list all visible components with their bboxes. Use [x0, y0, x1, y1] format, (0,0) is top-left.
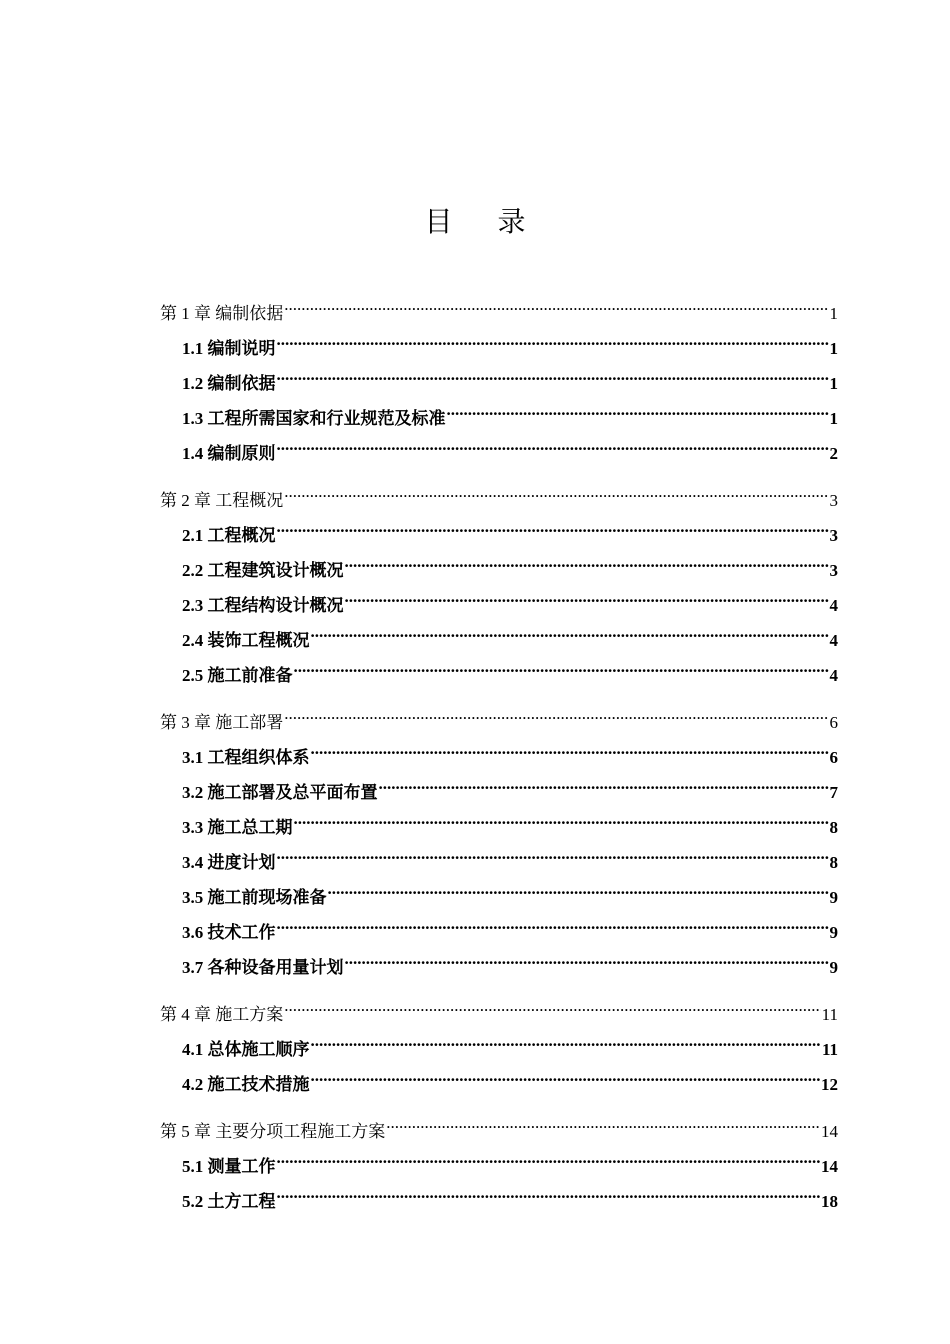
- toc-section-entry[interactable]: [160, 366, 838, 401]
- toc-section-entry[interactable]: [160, 845, 838, 880]
- dot-leader: [311, 1073, 821, 1090]
- dot-leader: [328, 886, 829, 903]
- dot-leader: [277, 442, 829, 459]
- toc-entry-label: 第 5 章 主要分项工程施工方案: [160, 1122, 386, 1141]
- toc-page-number: 9: [829, 888, 838, 907]
- toc-entry-label: 第 3 章 施工部署: [160, 713, 284, 732]
- toc-page-number: 7: [829, 783, 838, 802]
- toc-page-number: 11: [821, 1040, 838, 1059]
- dot-leader: [311, 746, 829, 763]
- toc-page-number: 4: [829, 631, 838, 650]
- dot-leader: [284, 302, 828, 319]
- toc-section-entry[interactable]: [160, 331, 838, 366]
- dot-leader: [386, 1120, 820, 1137]
- toc-page-number: 14: [821, 1122, 838, 1141]
- dot-leader: [284, 489, 828, 506]
- toc-section-entry[interactable]: [160, 401, 838, 436]
- toc-chapter-entry[interactable]: [160, 483, 838, 518]
- toc-entry-label: 第 2 章 工程概况: [160, 491, 284, 510]
- toc-section-entry[interactable]: [160, 588, 838, 623]
- toc-entry-label: 1.4 编制原则: [182, 444, 276, 463]
- dot-leader: [277, 851, 829, 868]
- toc-chapter-entry[interactable]: [160, 705, 838, 740]
- dot-leader: [311, 1038, 821, 1055]
- toc-chapter-entry[interactable]: [160, 997, 838, 1032]
- toc-page-number: 11: [821, 1005, 838, 1024]
- toc-entry-label: 第 4 章 施工方案: [160, 1005, 284, 1024]
- dot-leader: [277, 921, 829, 938]
- toc-entry-label: 3.5 施工前现场准备: [182, 888, 327, 907]
- dot-leader: [447, 407, 829, 424]
- dot-leader: [345, 559, 829, 576]
- toc-page-number: 1: [829, 304, 838, 323]
- toc-entry-label: 2.4 装饰工程概况: [182, 631, 310, 650]
- toc-page-number: 1: [829, 339, 838, 358]
- toc-section-entry[interactable]: [160, 915, 838, 950]
- toc-section-entry[interactable]: [160, 518, 838, 553]
- toc-page-number: 8: [829, 853, 838, 872]
- dot-leader: [294, 816, 829, 833]
- toc-page-number: 3: [829, 526, 838, 545]
- toc-entry-label: 第 1 章 编制依据: [160, 304, 284, 323]
- toc-page-number: 3: [829, 561, 838, 580]
- toc-entry-label: 2.5 施工前准备: [182, 666, 293, 685]
- toc-section-entry[interactable]: [160, 436, 838, 471]
- toc-page-number: 9: [829, 958, 838, 977]
- toc-section-entry[interactable]: [160, 740, 838, 775]
- dot-leader: [345, 956, 829, 973]
- toc-entry-label: 2.1 工程概况: [182, 526, 276, 545]
- toc-entry-label: 4.1 总体施工顺序: [182, 1040, 310, 1059]
- toc-section-entry[interactable]: [160, 950, 838, 985]
- toc-page-number: 18: [821, 1192, 838, 1211]
- toc-entry-label: 2.3 工程结构设计概况: [182, 596, 344, 615]
- toc-page-number: 6: [829, 713, 838, 732]
- dot-leader: [284, 1003, 820, 1020]
- toc-entry-label: 3.4 进度计划: [182, 853, 276, 872]
- toc-entry-label: 5.2 土方工程: [182, 1192, 276, 1211]
- toc-entry-label: 1.2 编制依据: [182, 374, 276, 393]
- dot-leader: [294, 664, 829, 681]
- toc-section-entry[interactable]: [160, 623, 838, 658]
- toc-section-entry[interactable]: [160, 880, 838, 915]
- toc-entry-label: 3.2 施工部署及总平面布置: [182, 783, 378, 802]
- dot-leader: [311, 629, 829, 646]
- toc-entry-label: 2.2 工程建筑设计概况: [182, 561, 344, 580]
- dot-leader: [277, 524, 829, 541]
- toc-page-number: 1: [829, 409, 838, 428]
- dot-leader: [345, 594, 829, 611]
- dot-leader: [277, 337, 829, 354]
- toc-page-number: 4: [829, 596, 838, 615]
- toc-entry-label: 3.3 施工总工期: [182, 818, 293, 837]
- toc-entry-label: 3.7 各种设备用量计划: [182, 958, 344, 977]
- dot-leader: [379, 781, 829, 798]
- toc-page-number: 1: [829, 374, 838, 393]
- toc-entry-label: 5.1 测量工作: [182, 1157, 276, 1176]
- dot-leader: [284, 711, 828, 728]
- toc-entry-label: 1.1 编制说明: [182, 339, 276, 358]
- toc-page-number: 2: [829, 444, 838, 463]
- toc-chapter-entry[interactable]: [160, 1114, 838, 1149]
- toc-section-entry[interactable]: [160, 1184, 838, 1219]
- toc-page-number: 6: [829, 748, 838, 767]
- toc-section-entry[interactable]: [160, 658, 838, 693]
- toc-page-number: 9: [829, 923, 838, 942]
- toc-page-number: 4: [829, 666, 838, 685]
- toc-section-entry[interactable]: [160, 810, 838, 845]
- toc-section-entry[interactable]: [160, 1032, 838, 1067]
- dot-leader: [277, 1155, 821, 1172]
- table-of-contents: [160, 296, 838, 1219]
- toc-section-entry[interactable]: [160, 553, 838, 588]
- toc-title: 目 录: [424, 205, 544, 238]
- toc-page-number: 3: [829, 491, 838, 510]
- dot-leader: [277, 372, 829, 389]
- toc-page-number: 14: [821, 1157, 838, 1176]
- toc-entry-label: 3.6 技术工作: [182, 923, 276, 942]
- dot-leader: [277, 1190, 821, 1207]
- toc-entry-label: 3.1 工程组织体系: [182, 748, 310, 767]
- toc-section-entry[interactable]: [160, 1149, 838, 1184]
- toc-section-entry[interactable]: [160, 775, 838, 810]
- toc-page-number: 12: [821, 1075, 838, 1094]
- toc-page-number: 8: [829, 818, 838, 837]
- toc-entry-label: 1.3 工程所需国家和行业规范及标准: [182, 409, 446, 428]
- toc-section-entry[interactable]: [160, 1067, 838, 1102]
- toc-chapter-entry[interactable]: [160, 296, 838, 331]
- toc-entry-label: 4.2 施工技术措施: [182, 1075, 310, 1094]
